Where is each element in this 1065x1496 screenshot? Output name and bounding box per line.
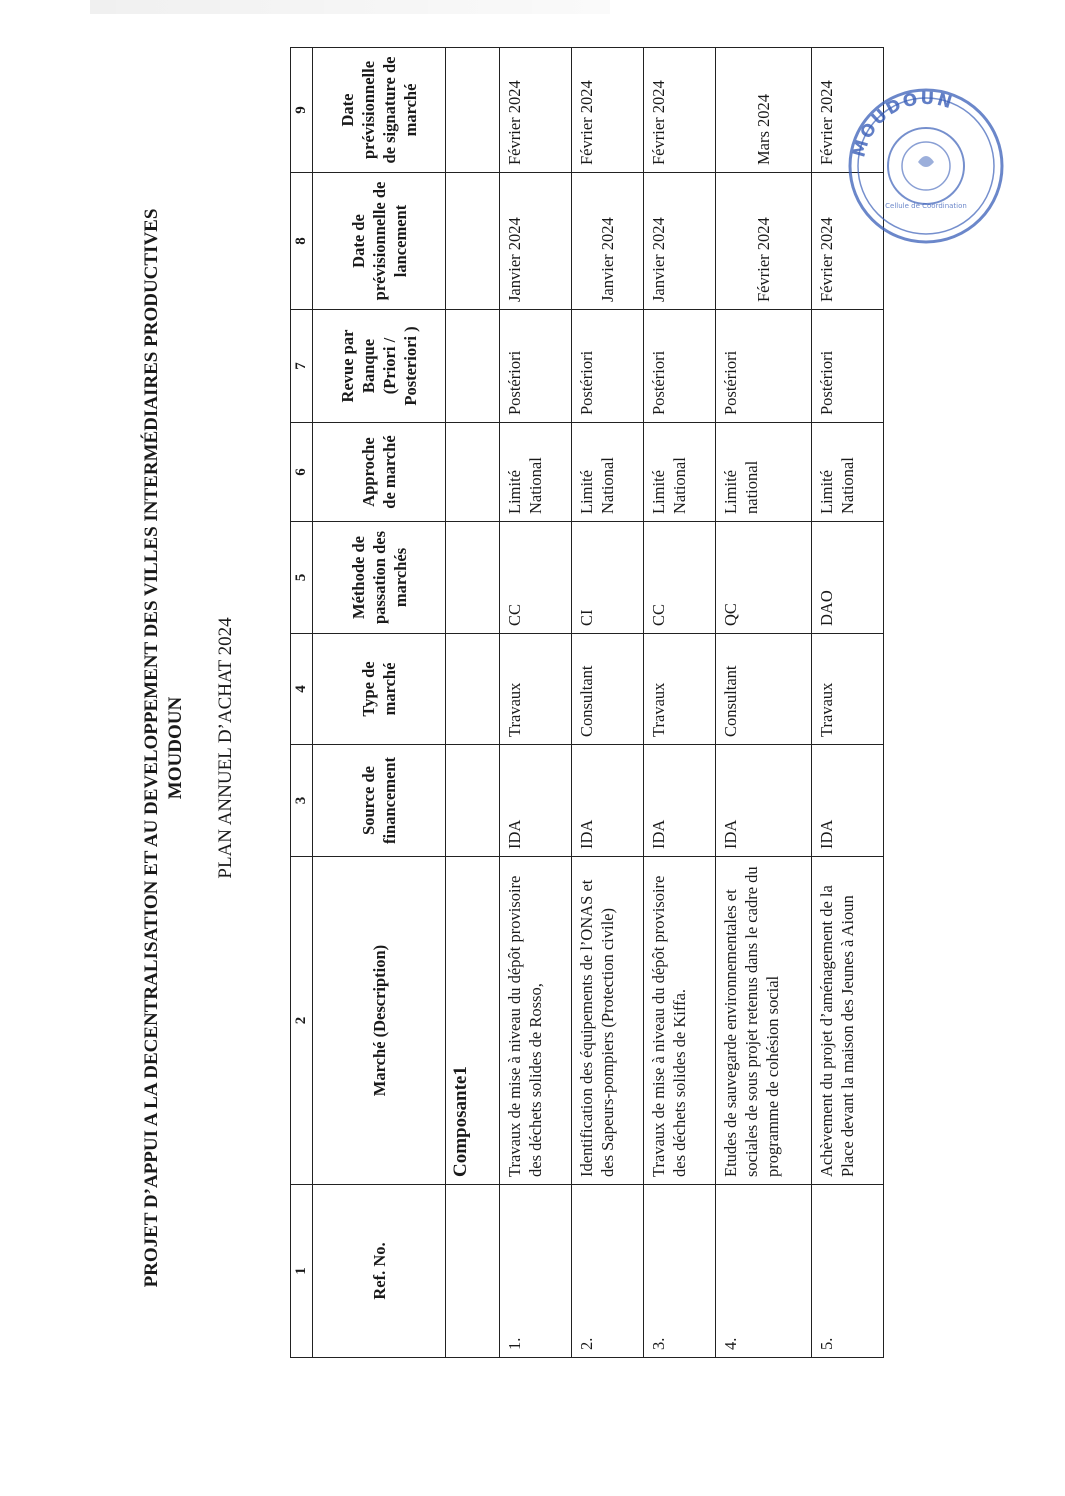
empty-cell xyxy=(446,310,500,423)
col-number: 5 xyxy=(291,522,313,634)
header-approach: Approche de marché xyxy=(313,423,446,522)
cell-type: Consultant xyxy=(572,634,644,745)
cell-review: Postériori xyxy=(572,310,644,423)
col-number: 2 xyxy=(291,857,313,1185)
cell-description: Etudes de sauvegarde environnementales et sociales de sous projet retenus dans le cadre du programme de cohésion social xyxy=(716,857,812,1185)
header-review: Revue par Banque (Priori / Posteriori ) xyxy=(313,310,446,423)
cell-ref: 4. xyxy=(716,1185,812,1358)
cell-review: Postériori xyxy=(812,310,884,423)
cell-review: Postériori xyxy=(500,310,572,423)
cell-description: Achèvement du projet d’aménagement de la Place devant la maison des Jeunes à Aioun xyxy=(812,857,884,1185)
col-number: 7 xyxy=(291,310,313,423)
section-row xyxy=(446,48,500,1358)
cell-source: IDA xyxy=(500,745,572,857)
empty-cell xyxy=(446,48,500,173)
table-row xyxy=(572,48,644,1358)
empty-cell xyxy=(446,745,500,857)
cell-method: CC xyxy=(644,522,716,634)
col-number: 4 xyxy=(291,634,313,745)
cell-type: Consultant xyxy=(716,634,812,745)
cell-type: Travaux xyxy=(812,634,884,745)
svg-text:MOUDOUN xyxy=(849,89,956,160)
official-stamp xyxy=(846,86,1006,246)
project-title-line2: MOUDOUN xyxy=(165,696,186,800)
cell-source: IDA xyxy=(812,745,884,857)
cell-launch-date: Février 2024 xyxy=(812,173,884,310)
col-number: 3 xyxy=(291,745,313,857)
cell-approach: Limité national xyxy=(716,423,812,522)
section-label: Composante1 xyxy=(446,857,500,1185)
cell-description: Identification des équipements de l’ONAS et des Sapeurs-pompiers (Protection civile) xyxy=(572,857,644,1185)
procurement-table xyxy=(290,47,884,1358)
col-number: 8 xyxy=(291,173,313,310)
table-row xyxy=(644,48,716,1358)
stamp-outer-text: MOUDOUN xyxy=(849,88,957,160)
cell-launch-date: Janvier 2024 xyxy=(644,173,716,310)
cell-method: CC xyxy=(500,522,572,634)
empty-cell xyxy=(446,173,500,310)
header-source: Source de financement xyxy=(313,745,446,857)
cell-source: IDA xyxy=(572,745,644,857)
header-method: Méthode de passation des marchés xyxy=(313,522,446,634)
plan-title: PLAN ANNUEL D’ACHAT 2024 xyxy=(215,617,236,879)
cell-launch-date: Janvier 2024 xyxy=(572,173,644,310)
cell-ref: 3. xyxy=(644,1185,716,1358)
col-number: 9 xyxy=(291,48,313,173)
cell-launch-date: Février 2024 xyxy=(716,173,812,310)
empty-cell xyxy=(446,522,500,634)
project-title xyxy=(140,0,188,1496)
cell-signature-date: Février 2024 xyxy=(572,48,644,173)
cell-ref: 2. xyxy=(572,1185,644,1358)
cell-source: IDA xyxy=(644,745,716,857)
header-ref: Ref. No. xyxy=(313,1185,446,1358)
cell-ref: 5. xyxy=(812,1185,884,1358)
header-description: Marché (Description) xyxy=(313,857,446,1185)
cell-approach: Limité National xyxy=(500,423,572,522)
cell-type: Travaux xyxy=(644,634,716,745)
empty-cell xyxy=(446,1185,500,1358)
cell-description: Travaux de mise à niveau du dépôt provisoire des déchets solides de Kiffa. xyxy=(644,857,716,1185)
cell-approach: Limité National xyxy=(644,423,716,522)
cell-ref: 1. xyxy=(500,1185,572,1358)
cell-method: CI xyxy=(572,522,644,634)
header-type: Type de marché xyxy=(313,634,446,745)
cell-signature-date: Mars 2024 xyxy=(716,48,812,173)
cell-signature-date: Février 2024 xyxy=(500,48,572,173)
column-number-row xyxy=(291,48,313,1358)
col-number: 1 xyxy=(291,1185,313,1358)
cell-method: QC xyxy=(716,522,812,634)
stamp-seal xyxy=(849,89,1002,242)
cell-method: DAO xyxy=(812,522,884,634)
column-header-row xyxy=(313,48,446,1358)
cell-launch-date: Janvier 2024 xyxy=(500,173,572,310)
stamp-inner-text: Cellule de Coordination xyxy=(885,202,967,210)
empty-cell xyxy=(446,634,500,745)
cell-type: Travaux xyxy=(500,634,572,745)
cell-review: Postériori xyxy=(716,310,812,423)
table-row xyxy=(716,48,812,1358)
cell-approach: Limité National xyxy=(572,423,644,522)
table-row xyxy=(500,48,572,1358)
col-number: 6 xyxy=(291,423,313,522)
cell-review: Postériori xyxy=(644,310,716,423)
cell-source: IDA xyxy=(716,745,812,857)
project-title-line1: PROJET D’APPUI A LA DECENTRALISATION ET AU DEVELOPPEMENT DES VILLES INTERMÉDIAIRES PRODUCTIVES xyxy=(141,208,162,1288)
cell-approach: Limité National xyxy=(812,423,884,522)
cell-signature-date: Février 2024 xyxy=(812,48,884,173)
header-signature-date: Date prévisionnelle de signature de marché xyxy=(313,48,446,173)
cell-description: Travaux de mise à niveau du dépôt provisoire des déchets solides de Rosso, xyxy=(500,857,572,1185)
cell-signature-date: Février 2024 xyxy=(644,48,716,173)
empty-cell xyxy=(446,423,500,522)
header-launch-date: Date de prévisionnelle de lancement xyxy=(313,173,446,310)
